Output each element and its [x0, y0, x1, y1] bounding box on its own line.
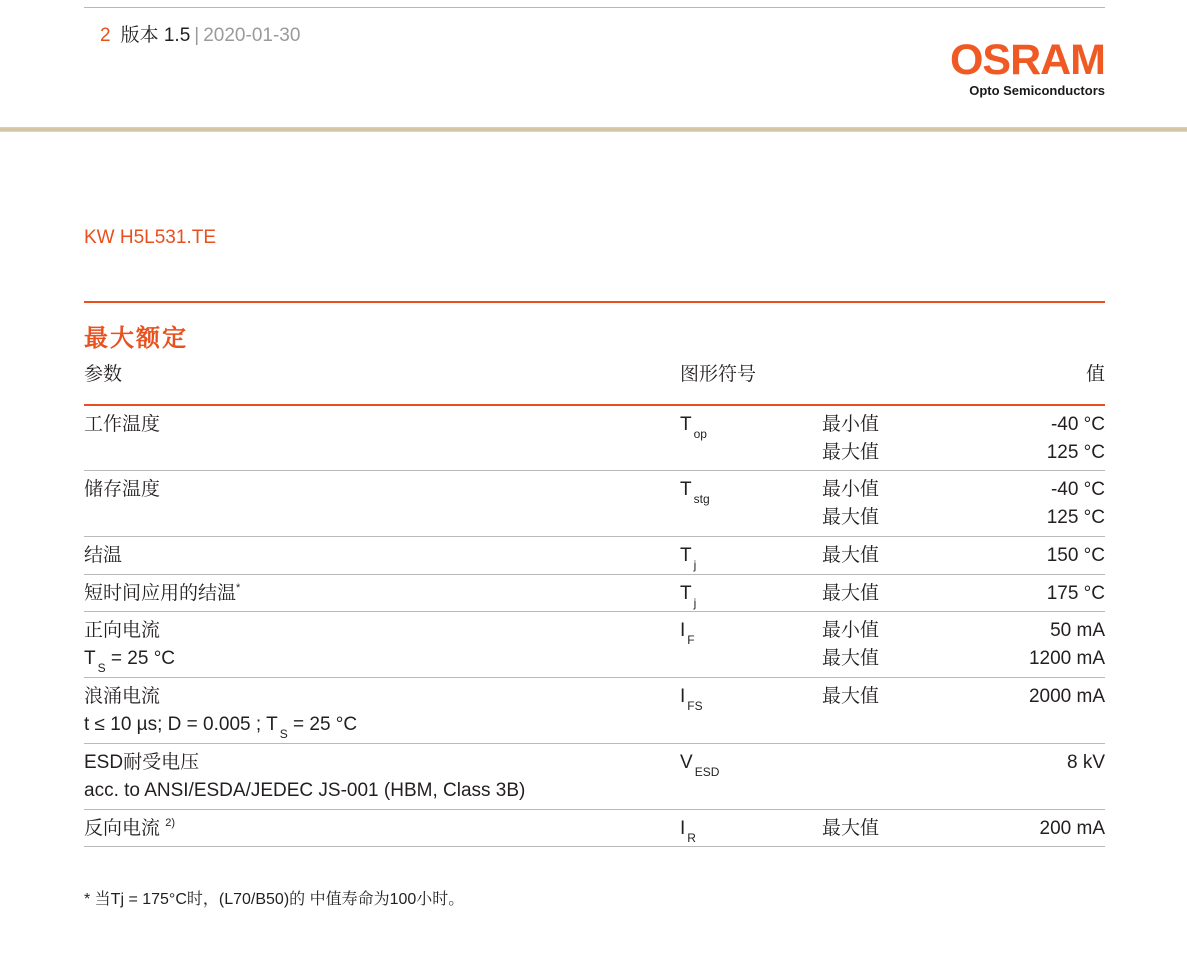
osram-logo — [950, 38, 1105, 99]
logo-subtitle: Opto Semiconductors — [969, 83, 1105, 98]
symbol-cell — [680, 411, 707, 439]
type-label: 最大值 — [822, 583, 880, 604]
value: 175 °C — [1046, 583, 1105, 604]
table-row — [84, 537, 1105, 575]
value: 2000 mA — [1028, 686, 1105, 707]
symbol-subscript: j — [693, 558, 697, 572]
type-cell — [822, 411, 879, 467]
table-row — [84, 575, 1105, 612]
condition-subscript: S — [279, 727, 288, 741]
param-cell — [84, 683, 357, 739]
symbol-base: T — [680, 414, 692, 435]
param-cell — [84, 411, 160, 439]
product-name: KW H5L531.TE — [84, 227, 216, 248]
param-cell — [84, 815, 175, 843]
type-cell — [822, 683, 879, 711]
value: 125 °C — [1046, 507, 1105, 528]
type-label: 最小值 — [822, 620, 880, 641]
type-cell — [822, 476, 879, 532]
type-cell — [822, 617, 879, 673]
symbol-subscript: op — [693, 427, 707, 441]
header-separator: | — [194, 25, 200, 46]
symbol-subscript: R — [687, 831, 696, 845]
param-cell — [84, 476, 160, 504]
condition-value: = 25 °C — [287, 714, 358, 735]
param-name: 结温 — [84, 545, 123, 566]
symbol-cell — [680, 617, 695, 645]
type-cell — [822, 580, 879, 608]
value: 150 °C — [1046, 545, 1105, 566]
section-title: 最大额定 — [84, 325, 188, 352]
symbol-subscript: stg — [693, 492, 710, 506]
column-header-value: 值 — [1085, 364, 1105, 385]
page-number: 2 — [100, 25, 111, 46]
release-date: 2020-01-30 — [203, 25, 301, 46]
param-name: 工作温度 — [84, 414, 161, 435]
symbol-subscript: j — [693, 596, 697, 610]
table-row — [84, 810, 1105, 847]
param-cell — [84, 580, 240, 608]
symbol-base: T — [680, 479, 692, 500]
type-label: 最大值 — [822, 648, 880, 669]
section-rule — [84, 301, 1105, 303]
table-row — [84, 406, 1105, 471]
value: -40 °C — [1050, 414, 1105, 435]
value-cell — [1047, 476, 1105, 532]
header-band — [0, 127, 1187, 132]
table-row — [84, 471, 1105, 537]
param-name: 正向电流 — [84, 620, 161, 641]
symbol-cell — [680, 476, 710, 504]
value-cell — [1047, 542, 1105, 570]
value: 8 kV — [1066, 752, 1105, 773]
param-name: 短时间应用的结温 — [84, 583, 237, 604]
param-condition — [84, 645, 175, 673]
param-cell — [84, 749, 525, 805]
symbol-base: T — [680, 583, 692, 604]
symbol-base: I — [680, 686, 686, 707]
symbol-cell — [680, 580, 696, 608]
value-cell — [1067, 749, 1105, 777]
symbol-cell — [680, 815, 696, 843]
param-condition — [84, 711, 357, 739]
symbol-subscript: ESD — [694, 765, 720, 779]
condition-symbol: T — [266, 714, 278, 735]
table-row — [84, 744, 1105, 810]
value-cell — [1040, 815, 1105, 843]
condition-value: = 25 °C — [105, 648, 176, 669]
logo-wordmark: OSRAM — [949, 36, 1105, 84]
type-label: 最大值 — [822, 818, 880, 839]
footnote-marker: * — [236, 582, 241, 594]
type-cell — [822, 542, 879, 570]
param-cell — [84, 542, 122, 570]
condition-symbol: T — [84, 648, 96, 669]
page-header — [100, 24, 300, 48]
version-label: 版本 1.5 — [120, 25, 191, 46]
table-row — [84, 612, 1105, 678]
symbol-cell — [680, 749, 719, 777]
type-label: 最大值 — [822, 686, 880, 707]
value: 50 mA — [1050, 620, 1105, 641]
symbol-base: T — [680, 545, 692, 566]
symbol-subscript: F — [687, 633, 695, 647]
footnote: * 当Tj = 175°C时，(L70/B50)的 中值寿命为100小时。 — [84, 891, 465, 908]
value: -40 °C — [1050, 479, 1105, 500]
type-label: 最大值 — [822, 442, 880, 463]
value-cell — [1029, 683, 1105, 711]
footnote-marker: 2) — [165, 817, 176, 829]
param-cell — [84, 617, 175, 673]
column-header-parameter: 参数 — [84, 364, 123, 385]
condition-lead: t ≤ 10 µs; D = 0.005 ; — [84, 714, 267, 735]
column-header-symbol: 图形符号 — [680, 364, 757, 385]
symbol-base: I — [680, 818, 686, 839]
table-row — [84, 678, 1105, 744]
value-cell — [1047, 580, 1105, 608]
param-name: 浪涌电流 — [84, 686, 161, 707]
symbol-base: I — [680, 620, 686, 641]
symbol-subscript: FS — [687, 699, 703, 713]
condition-subscript: S — [97, 661, 106, 675]
value: 1200 mA — [1028, 648, 1105, 669]
value-cell — [1029, 617, 1105, 673]
param-name: 储存温度 — [84, 479, 161, 500]
symbol-cell — [680, 683, 703, 711]
top-rule — [84, 7, 1105, 8]
symbol-base: V — [680, 752, 693, 773]
value: 200 mA — [1039, 818, 1105, 839]
symbol-cell — [680, 542, 696, 570]
param-name: ESD耐受电压 — [84, 752, 200, 773]
type-label: 最大值 — [822, 507, 880, 528]
type-cell — [822, 815, 879, 843]
type-label: 最大值 — [822, 545, 880, 566]
type-label: 最小值 — [822, 414, 880, 435]
param-condition: acc. to ANSI/ESDA/JEDEC JS-001 (HBM, Class 3B) — [84, 780, 526, 801]
value-cell — [1047, 411, 1105, 467]
value: 125 °C — [1046, 442, 1105, 463]
type-label: 最小值 — [822, 479, 880, 500]
param-name: 反向电流 — [84, 818, 161, 839]
